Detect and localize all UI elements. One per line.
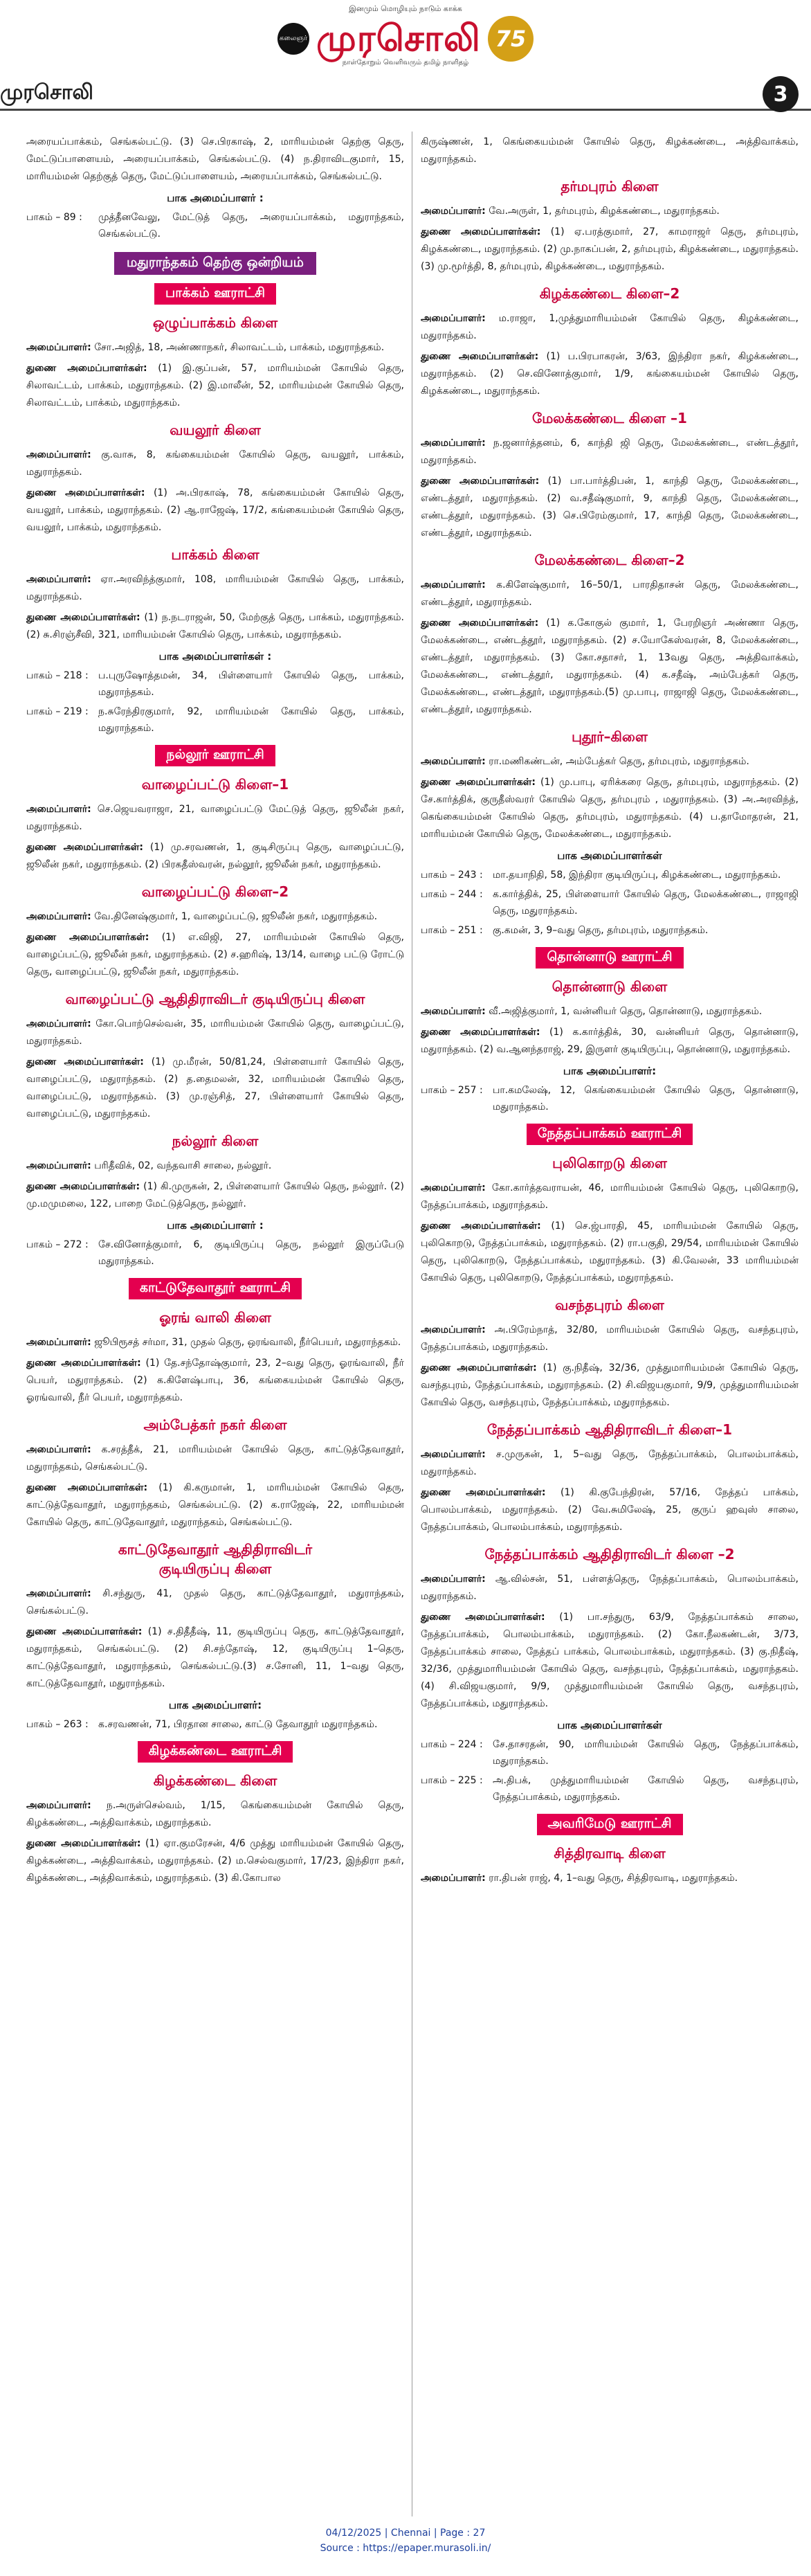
booth-row <box>421 867 799 883</box>
role-label: அமைப்பாளர்: <box>26 1160 91 1171</box>
organiser-entry <box>421 1870 799 1887</box>
booth-organisers-heading: பாக அமைப்பாளர்கள் : <box>158 650 272 663</box>
deputy-details: (1) ந.நடராஜன், 50, மேற்குத் தெரு, பாக்கம், மதுராந்தகம். (2) சு.சிரஞ்சீவி, 321, மாரியம்மன் கோயில் தெரு, பாக்கம், மதுராந்தகம். <box>26 612 404 640</box>
union-title: மதுராந்தகம் தெற்கு ஒன்றியம் <box>114 252 316 275</box>
organiser-entry <box>421 1322 799 1356</box>
panchayat-banner <box>421 1814 799 1835</box>
role-label: அமைப்பாளர்: <box>26 804 91 815</box>
organiser-entry <box>26 1334 404 1351</box>
role-label: துணை அமைப்பாளர்கள்: <box>26 1626 143 1637</box>
branch-heading: ஒழுப்பாக்கம் கிளை <box>152 314 278 331</box>
branch-heading: அம்பேத்கர் நகர் கிளை <box>143 1416 287 1433</box>
panchayat-title: அவரிமேடு ஊராட்சி <box>537 1814 683 1835</box>
deputy-entry <box>26 839 404 874</box>
role-label: துணை அமைப்பாளர்கள்: <box>26 612 140 623</box>
deputy-details: (1) பா.பார்த்திபன், 1, காந்தி தெரு, மேலக்கண்டை, எண்டத்தூர், மதுராந்தகம். (2) வ.சதீஷ்குமார், 9, காந்தி தெரு, மேலக்கண்டை, எண்டத்தூர், மதுராந்தகம். (3) செ.பிரேம்குமார், 17, காந்தி தெரு, மேலக்கண்டை, எண்டத்தூர், மதுராந்தகம். <box>421 476 799 539</box>
organiser-details: ரா.மணிகண்டன், அம்பேத்கர் தெரு, தர்மபுரம், மதுராந்தகம். <box>485 756 749 767</box>
deputy-entry <box>26 360 404 412</box>
branch-heading: மேலக்கண்டை கிளை –1 <box>532 410 687 426</box>
booth-row <box>421 1736 799 1769</box>
booth-organisers-heading: பாக அமைப்பாளர் : <box>167 1219 264 1232</box>
branch-heading: வசந்தபுரம் கிளை <box>555 1297 664 1313</box>
booth-label: பாகம் – 251 : <box>421 925 483 936</box>
role-label: அமைப்பாளர்: <box>26 574 91 585</box>
organiser-details: ஜூபிரூசத் சர்மா, 31, முதல் தெரு, ஒரங்வாலி, நீர்பெயர், மதுராந்தகம். <box>91 1337 401 1348</box>
deputy-entry <box>421 1024 799 1059</box>
deputy-details: (1) ச.திதீதீஷ், 11, குடியிருப்பு தெரு, காட்டுத்தேவாதூர், மதுராந்தகம், செங்கல்பட்டு. (2) சி.சந்தோஷ், 12, குடியிருப்பு 1–தெரு, காட்டுத்தேவாதூர், மதுராந்தகம், செங்கல்பட்டு.(3) ச.சோனி, 11, 1–வது தெரு, காட்டுத்தேவாதூர், மதுராந்தகம். <box>26 1626 404 1689</box>
role-label: துணை அமைப்பாளர்கள்: <box>421 1612 545 1623</box>
deputy-entry <box>421 1484 799 1536</box>
organiser-entry <box>421 1003 799 1020</box>
deputy-details: (1) கி.குபேந்திரன், 57/16, நேத்தப் பாக்கம், பொலம்பாக்கம், மதுராந்தகம். (2) வே.சுமிலேஷ், 25, குருப் ஹவுஸ் சாலை, நேத்தப்பாக்கம், பொலம்பாக்கம், மதுராந்தகம். <box>421 1487 799 1533</box>
organiser-entry <box>26 447 404 481</box>
branch-heading: வயலூர் கிளை <box>170 422 261 438</box>
organiser-details: ந.ஜனார்த்தனம், 6, காந்தி ஜி தெரு, மேலக்கண்டை, எண்டத்தூர், மதுராந்தகம். <box>421 438 799 466</box>
branch-heading: சித்திரவாடி கிளை <box>554 1845 666 1862</box>
role-label: அமைப்பாளர்: <box>26 911 91 922</box>
deputy-entry <box>421 473 799 542</box>
deputy-entry <box>421 774 799 843</box>
deputy-entry <box>421 348 799 400</box>
role-label: துணை அமைப்பாளர்கள்: <box>421 351 539 362</box>
booth-organisers-heading: பாக அமைப்பாளர்: <box>168 1699 262 1711</box>
branch-heading: வாழைப்பட்டு கிளை–2 <box>141 883 289 900</box>
union-banner <box>26 252 404 275</box>
branch-heading: பாக்கம் கிளை <box>171 546 259 563</box>
organiser-details: ஆ.வில்சன், 51, பள்ளத்தெரு, நேத்தப்பாக்கம், பொலம்பாக்கம், மதுராந்தகம். <box>421 1574 799 1602</box>
deputy-details: (1) க.கோகுல் குமார், 1, பேரறிஞர் அண்ணா தெரு, மேலக்கண்டை, எண்டத்தூர், மதுராந்தகம். (2) ச.யோகேஸ்வரன், 8, மேலக்கண்டை, எண்டத்தூர், மதுராந்தகம். (3) கோ.சதாசர், 1, 13வது தெரு, அத்திவாக்கம், மேலக்கண்டை, எண்டத்தூர், மதுராந்தகம். (4) க.சதீஷ், அம்பேத்கர் தெரு, மேலக்கண்டை, எண்டத்தூர், மதுராந்தகம்.(5) மு.பாபு, ராஜாஜி தெரு, மேலக்கண்டை, எண்டத்தூர், மதுராந்தகம். <box>421 618 799 715</box>
role-label: துணை அமைப்பாளர்கள்: <box>26 1482 148 1493</box>
role-label: துணை அமைப்பாளர்கள்: <box>421 1362 537 1373</box>
booth-organiser: மா.தயாநிதி, 58, இந்திரா குடியிருப்பு, கிழக்கண்டை, மதுராந்தகம். <box>493 870 781 881</box>
role-label: அமைப்பாளர்: <box>421 1449 486 1460</box>
deputy-details: (1) செ.ஜ்பாரதி, 45, மாரியம்மன் கோயில் தெரு, புலிகொறடு, நேத்தப்பாக்கம், மதுராந்தகம். (2) ரா.பகுதி, 29/54, மாரியம்மன் கோயில் தெரு, புலிகொறடு, நேத்தப்பாக்கம், மதுராந்தகம். (3) கி.வேலன், 33 மாரியம்மன் கோயில் தெரு, புலிகொறடு, நேத்தப்பாக்கம், மதுராந்தகம். <box>421 1221 799 1284</box>
section-title: முரசொலி <box>0 80 93 105</box>
role-label: துணை அமைப்பாளர்கள்: <box>421 476 540 487</box>
booth-label: பாகம் – 224 : <box>421 1739 483 1750</box>
role-label: துணை அமைப்பாளர்கள்: <box>421 226 541 237</box>
booth-label: பாகம் – 244 : <box>421 889 483 900</box>
portrait-emblem-icon: கலைஞர் <box>277 23 309 55</box>
booth-organiser: பா.கமலேஷ், 12, கெங்கையம்மன் கோயில் தெரு, தொன்னாடு, மதுராந்தகம். <box>493 1085 799 1113</box>
booth-row <box>421 1082 799 1115</box>
masthead-tagline: இனமும் மொழியும் நாடும் காக்க <box>349 4 462 13</box>
role-label: துணை அமைப்பாளர்கள்: <box>421 618 539 629</box>
role-label: துணை அமைப்பாளர்கள்: <box>26 1056 144 1068</box>
organiser-entry <box>421 310 799 345</box>
deputy-details: (1) ஏா.குமரேசன், 4/6 முத்து மாரியம்மன் கோயில் தெரு, கிழக்கண்டை, அத்திவாக்கம், மதுராந்தகம். (2) ம.செல்வகுமார், 17/23, இந்திரா நகர், கிழக்கண்டை, அத்திவாக்கம், மதுராந்தகம். (3) கி.கோபால <box>26 1838 404 1884</box>
deputy-entry <box>26 929 404 981</box>
organiser-entry <box>421 1180 799 1214</box>
organiser-entry <box>26 339 404 357</box>
entry-text: கிருஷ்ணன், 1, கெங்கையம்மன் கோயில் தெரு, கிழக்கண்டை, அத்திவாக்கம், மதுராந்தகம். <box>421 136 799 165</box>
deputy-entry <box>26 1355 404 1407</box>
organiser-details: ஏா.அரவிந்த்குமார், 108, மாரியம்மன் கோயில் தெரு, பாக்கம், மதுராந்தகம். <box>26 574 404 602</box>
deputy-details: (1) இ.குப்பன், 57, மாரியம்மன் கோயில் தெரு, சிலாவட்டம், பாக்கம், மதுராந்தகம். (2) இ.மாலீன், 52, மாரியம்மன் கோயில் தெரு, சிலாவட்டம், பாக்கம், மதுராந்தகம். <box>26 363 404 408</box>
role-label: துணை அமைப்பாளர்கள்: <box>26 842 143 853</box>
branch-heading: வாழைப்பட்டு ஆதிதிராவிடர் குடியிருப்பு கிளை <box>65 991 365 1007</box>
deputy-details: (1) அ.பிரகாஷ், 78, கங்கையம்மன் கோயில் தெரு, வயலூர், பாக்கம், மதுராந்தகம். (2) ஆ.ராஜேஷ், 17/2, கங்கையம்மன் கோயில் தெரு, வயலூர், பாக்கம், மதுராந்தகம். <box>26 487 404 533</box>
organiser-entry <box>421 577 799 611</box>
deputy-details: (1) ப.பிரபாகரன், 3/63, இந்திரா நகர், கிழக்கண்டை, மதுராந்தகம். (2) செ.வினோத்குமார், 1/9, கங்கையம்மன் கோயில் தெரு, கிழக்கண்டை, மதுராந்தகம். <box>421 351 799 397</box>
role-label: அமைப்பாளர்: <box>421 756 486 767</box>
organiser-details: க.கிளேஷ்குமார், 16–50/1, பாரதிதாசன் தெரு, மேலக்கண்டை, எண்டத்தூர், மதுராந்தகம். <box>421 579 799 608</box>
organiser-entry <box>421 753 799 771</box>
deputy-entry <box>421 1360 799 1412</box>
deputy-entry <box>26 1054 404 1123</box>
booth-organiser: ந.சுரேந்திரகுமார், 92, மாரியம்மன் கோயில் தெரு, பாக்கம், மதுராந்தகம். <box>98 706 404 734</box>
masthead-logo-row <box>0 16 811 62</box>
deputy-details: (1) ஏ.பரத்குமார், 27, காமராஜர் தெரு, தர்மபுரம், கிழக்கண்டை, மதுராந்தகம். (2) மு.நாகப்பன், 2, தர்மபுரம், கிழக்கண்டை, மதுராந்தகம். (3) மு.மூர்த்தி, 8, தர்மபுரம், கிழக்கண்டை, மதுராந்தகம். <box>421 226 799 272</box>
panchayat-title: நேத்தப்பாக்கம் ஊராட்சி <box>527 1124 693 1145</box>
role-label: அமைப்பாளர்: <box>421 1574 486 1585</box>
booth-organiser: சே.தாசரதன், 90, மாரியம்மன் கோயில் தெரு, நேத்தப்பாக்கம், மதுராந்தகம். <box>493 1739 799 1767</box>
booth-label: பாகம் – 218 : <box>26 670 89 681</box>
panchayat-title: பாக்கம் ஊராட்சி <box>154 283 276 305</box>
panchayat-banner <box>26 1278 404 1299</box>
deputy-entry <box>421 1609 799 1713</box>
role-label: அமைப்பாளர்: <box>26 1337 91 1348</box>
role-label: துணை அமைப்பாளர்கள்: <box>26 1358 141 1369</box>
role-label: அமைப்பாளர்: <box>26 1588 91 1599</box>
organiser-entry <box>26 801 404 836</box>
organiser-entry <box>26 908 404 926</box>
booth-organisers-heading: பாக அமைப்பாளர்கள் <box>557 1719 662 1731</box>
anniversary-seal: 75 <box>488 16 534 62</box>
role-label: துணை அமைப்பாளர்கள்: <box>421 1221 541 1232</box>
role-label: துணை அமைப்பாளர்கள்: <box>421 777 536 788</box>
panchayat-banner <box>26 1741 404 1763</box>
branch-heading: தொன்னாடு கிளை <box>552 978 668 995</box>
booth-label: பாகம் – 272 : <box>26 1239 89 1250</box>
organiser-details: ரா.திபன் ராஜ், 4, 1–வது தெரு, சித்திரவாடி, மதுராந்தகம். <box>485 1873 738 1884</box>
organiser-details: வீ.அஜித்குமார், 1, வன்னியர் தெரு, தொன்னாடு, மதுராந்தகம். <box>485 1006 763 1017</box>
organiser-entry <box>26 1016 404 1050</box>
role-label: அமைப்பாளர்: <box>421 438 486 449</box>
organiser-details: கோ.கார்த்தவராயன், 46, மாரியம்மன் கோயில் தெரு, புலிகொறடு, நேத்தப்பாக்கம், மதுராந்தகம். <box>421 1182 799 1211</box>
deputy-entry <box>421 224 799 276</box>
booth-label: பாகம் – 243 : <box>421 870 483 881</box>
deputy-entry <box>26 485 404 537</box>
deputy-details: (1) பா.சந்துரு, 63/9, நேத்தப்பாக்கம் சாலை, நேத்தப்பாக்கம், பொலம்பாக்கம், மதுராந்தகம். (2) கோ.நீலகண்டன், 3/73, நேத்தப்பாக்கம் சாலை, நேத்தப் பாக்கம், பொலம்பாக்கம், மதுராந்தகம். (3) கு.நிதீஷ், 32/36, முத்துமாரியம்மன் கோயில் தெரு, வசந்தபுரம், நேத்தப்பாக்கம், மதுராந்தகம். (4) சி.விஜயகுமார், 9/9, முத்துமாரியம்மன் கோயில் தெரு, வசந்தபுரம், நேத்தப்பாக்கம், மதுராந்தகம். <box>421 1612 799 1709</box>
role-label: அமைப்பாளர்: <box>26 449 91 460</box>
booth-organiser: ப.புருஷோத்தமன், 34, பிள்ளையார் கோயில் தெரு, பாக்கம், மதுராந்தகம். <box>98 670 404 698</box>
deputy-details: (1) க.கார்த்திக், 30, வன்னியர் தெரு, தொன்னாடு, மதுராந்தகம். (2) வ.ஆனந்தராஜ், 29, இருளர் குடியிருப்பு, தொன்னாடு, மதுராந்தகம். <box>421 1027 799 1055</box>
booth-label: பாகம் – 225 : <box>421 1775 483 1786</box>
role-label: அமைப்பாளர்: <box>421 206 486 217</box>
organiser-entry <box>26 1441 404 1476</box>
organiser-details: செ.ஜெயவராஜா, 21, வாழைப்பட்டு மேட்டுத் தெரு, ஜூலீன் நகர், மதுராந்தகம். <box>26 804 404 832</box>
organiser-entry <box>26 1585 404 1620</box>
role-label: அமைப்பாளர்: <box>26 1800 91 1811</box>
role-label: அமைப்பாளர்: <box>421 313 486 324</box>
booth-organiser: முத்தீனவேலு, மேட்டுத் தெரு, அரையப்பாக்கம், மதுராந்தகம், செங்கல்பட்டு. <box>98 212 404 240</box>
organiser-entry <box>26 1158 404 1175</box>
organiser-entry <box>421 1446 799 1481</box>
organiser-entry <box>421 435 799 469</box>
booth-row <box>421 1772 799 1805</box>
booth-row <box>26 1236 404 1270</box>
role-label: துணை அமைப்பாளர்கள்: <box>26 1838 141 1849</box>
role-label: துணை அமைப்பாளர்கள்: <box>26 932 149 943</box>
branch-heading-line: குடியிருப்பு கிளை <box>158 1560 272 1577</box>
organiser-entry <box>421 203 799 220</box>
panchayat-banner <box>26 283 404 305</box>
organiser-entry <box>26 571 404 606</box>
organiser-details: பரிதீவிக், 02, வந்தவாசி சாலை, நல்லூர். <box>91 1160 272 1171</box>
deputy-entry <box>26 1623 404 1693</box>
page-number-badge: 3 <box>763 76 799 112</box>
role-label: அமைப்பாளர்: <box>26 1444 91 1455</box>
deputy-details: (1) மு.மீரன், 50/81,24, பிள்ளையார் கோயில் தெரு, வாழைப்பட்டு, மதுராந்தகம். (2) த.தைமலன், 32, மாரியம்மன் கோயில் தெரு, வாழைப்பட்டு, மதுராந்தகம். (3) மு.ரஞ்சித், 27, பிள்ளையார் கோயில் தெரு, வாழைப்பட்டு, மதுராந்தகம். <box>26 1056 404 1119</box>
role-label: அமைப்பாளர்: <box>26 1018 91 1029</box>
branch-heading: நல்லூர் கிளை <box>172 1133 259 1149</box>
booth-organiser: கு.கமன், 3, 9–வது தெரு, தர்மபுரம், மதுராந்தகம். <box>493 925 709 936</box>
deputy-details: (1) கி.முருகன், 2, பிள்ளையார் கோயில் தெரு, நல்லூர். (2) மு.மமுமலை, 122, பாறை மேட்டுத்தெரு, நல்லூர். <box>26 1181 404 1209</box>
organiser-details: சோ.அஜித், 18, அண்ணாநகர், சிலாவட்டம், பாக்கம், மதுராந்தகம். <box>91 342 385 353</box>
booth-organiser: க.கார்த்திக், 25, பிள்ளையார் கோயில் தெரு, மேலக்கண்டை, ராஜாஜி தெரு, மதுராந்தகம். <box>493 889 799 917</box>
panchayat-title: கிழக்கண்டை ஊராட்சி <box>138 1741 293 1763</box>
role-label: துணை அமைப்பாளர்கள்: <box>421 1027 540 1038</box>
booth-organiser: சே.வினோத்குமார், 6, குடியிருப்பு தெரு, நல்லூர் இருப்பேடு மதுராந்தகம். <box>98 1239 404 1267</box>
entry-text: அரையப்பாக்கம், செங்கல்பட்டு. (3) செ.பிரகாஷ், 2, மாரியம்மன் தெற்கு தெரு, மேட்டுப்பாளையம், அரையப்பாக்கம், செங்கல்பட்டு. (4) ந.திராவிடகுமார், 15, மாரியம்மன் தெற்குத் தெரு, மேட்டுப்பாளையம், அரையப்பாக்கம், செங்கல்பட்டு. <box>26 136 404 182</box>
booth-organiser: அ.திபக், முத்துமாரியம்மன் கோயில் தெரு, வசந்தபுரம், நேத்தப்பாக்கம், மதுராந்தகம். <box>493 1775 799 1803</box>
organiser-details: ம.ராஜா, 1,முத்துமாரியம்மன் கோயில் தெரு, கிழக்கண்டை, மதுராந்தகம். <box>421 313 799 341</box>
deputy-entry <box>26 1178 404 1213</box>
panchayat-title: காட்டுதேவாதூர் ஊராட்சி <box>129 1278 302 1299</box>
booth-label: பாகம் – 89 : <box>26 212 82 223</box>
deputy-entry <box>421 1218 799 1287</box>
masthead-title: முரசொலி <box>316 18 481 60</box>
branch-heading <box>26 1540 404 1578</box>
role-label: அமைப்பாளர்: <box>26 342 91 353</box>
booth-row <box>26 703 404 737</box>
right-column <box>421 132 799 2520</box>
role-label: துணை அமைப்பாளர்கள்: <box>26 487 145 498</box>
branch-heading: ஓரங் வாலி கிளை <box>159 1309 271 1326</box>
deputy-entry <box>26 609 404 644</box>
booth-row <box>421 922 799 939</box>
left-column <box>26 132 404 2520</box>
organiser-details: கு.வாசு, 8, கங்கையம்மன் கோயில் தெரு, வயலூர், பாக்கம், மதுராந்தகம். <box>26 449 404 478</box>
organiser-details: அ.பிரேம்நாத், 32/80, மாரியம்மன் கோயில் தெரு, வசந்தபுரம், நேத்தப்பாக்கம், மதுராந்தகம். <box>421 1324 799 1353</box>
panchayat-title: தொன்னாடு ஊராட்சி <box>536 947 683 969</box>
organiser-details: கோ.பொற்செல்வன், 35, மாரியம்மன் கோயில் தெரு, வாழைப்பட்டு, மதுராந்தகம். <box>26 1018 404 1047</box>
branch-heading: வாழைப்பட்டு கிளை–1 <box>141 776 289 793</box>
booth-row <box>26 1716 404 1733</box>
deputy-details: (1) கு.நிதீஷ், 32/36, முத்துமாரியம்மன் கோயில் தெரு, வசந்தபுரம், நேத்தப்பாக்கம், மதுராந்தகம். (2) சி.விஜயகுமார், 9/9, முத்துமாரியம்மன் கோயில் தெரு, வசந்தபுரம், நேத்தப்பாக்கம், மதுராந்தகம். <box>421 1362 799 1408</box>
panchayat-banner <box>26 745 404 766</box>
branch-heading: நேத்தப்பாக்கம் ஆதிதிராவிடர் கிளை –2 <box>484 1546 735 1562</box>
booth-organisers-heading: பாக அமைப்பாளர் : <box>167 192 264 204</box>
deputy-entry <box>26 1479 404 1531</box>
panchayat-banner <box>421 1124 799 1145</box>
deputy-entry <box>26 1835 404 1887</box>
branch-heading: தர்மபுரம் கிளை <box>561 178 659 195</box>
booth-organisers-heading: பாக அமைப்பாளர்: <box>563 1065 657 1077</box>
organiser-entry <box>421 1571 799 1605</box>
organiser-details: ந.அருள்செல்வம், 1/15, கெங்கையம்மன் கோயில் தெரு, கிழக்கண்டை, அத்திவாக்கம், மதுராந்தகம். <box>26 1800 404 1828</box>
role-label: அமைப்பாளர்: <box>421 579 486 591</box>
booth-row <box>26 209 404 242</box>
deputy-details: (1) மு.பாபு, ஏரிக்கரை தெரு, தர்மபுரம், மதுராந்தகம். (2) சே.கார்த்திக், குருதீஸ்வரர் கோயில் தெரு, தர்மபுரம் , மதுராந்தகம். (3) அ.அரவிந்த், கெங்கையம்மன் கோயில் தெரு, தர்மபுரம், மதுராந்தகம். (4) ப.தாமோதரன், 21, மாரியம்மன் கோயில் தெரு, மேலக்கண்டை, மதுராந்தகம். <box>421 777 799 840</box>
role-label: துணை அமைப்பாளர்கள்: <box>421 1487 546 1498</box>
role-label: அமைப்பாளர்: <box>421 1006 486 1017</box>
booth-organiser: க.சரவணன், 71, பிரதான சாலை, காட்டு தேவாதூர் மதுராந்தகம். <box>98 1719 378 1730</box>
role-label: அமைப்பாளர்: <box>421 1873 486 1884</box>
role-label: துணை அமைப்பாளர்கள்: <box>26 363 147 374</box>
role-label: அமைப்பாளர்: <box>421 1182 486 1194</box>
role-label: துணை அமைப்பாளர்கள்: <box>26 1181 140 1192</box>
branch-heading: புதூர்–கிளை <box>572 728 648 745</box>
organiser-details: வே.தினேஷ்குமார், 1, வாழைப்பட்டு, ஜூலீன் நகர், மதுராந்தகம். <box>91 911 378 922</box>
organiser-details: வே.அருள், 1, தர்மபுரம், கிழக்கண்டை, மதுராந்தகம். <box>485 206 720 217</box>
deputy-details: (1) தே.சந்தோஷ்குமார், 23, 2–வது தெரு, ஓரங்வாலி, நீர் பெயர், மதுராந்தகம். (2) க.கிளேஷ்பாபு, 36, கங்கையம்மன் கோயில் தெரு, ஓரங்வாலி, நீர் பெயர், மதுராந்தகம். <box>26 1358 404 1403</box>
branch-heading: மேலக்கண்டை கிளை–2 <box>534 552 685 568</box>
booth-organisers-heading: பாக அமைப்பாளர்கள் <box>557 849 662 862</box>
role-label: அமைப்பாளர்: <box>421 1324 486 1335</box>
branch-heading: நேத்தப்பாக்கம் ஆதிதிராவிடர் கிளை–1 <box>486 1421 733 1438</box>
organiser-details: க.சரத்தீக், 21, மாரியம்மன் கோயில் தெரு, காட்டுத்தேவாதூர், மதுராந்தகம், செங்கல்பட்டு. <box>26 1444 404 1472</box>
panchayat-banner <box>421 947 799 969</box>
deputy-details: (1) கி.கருமான், 1, மாரியம்மன் கோயில் தெரு, காட்டுத்தேவாதூர், மதுராந்தகம், செங்கல்பட்டு. (2) க.ராஜேஷ், 22, மாரியம்மன் கோயில் தெரு, காட்டுதேவாதூர், மதுராந்தகம், செங்கல்பட்டு. <box>26 1482 404 1528</box>
booth-label: பாகம் – 219 : <box>26 706 89 717</box>
branch-heading: புலிகொறடு கிளை <box>552 1155 667 1171</box>
booth-label: பாகம் – 257 : <box>421 1085 483 1096</box>
page-footer <box>0 2525 811 2556</box>
organiser-details: ச.முருகன், 1, 5–வது தெரு, நேத்தப்பாக்கம், பொலம்பாக்கம், மதுராந்தகம். <box>421 1449 799 1477</box>
deputy-entry <box>421 615 799 719</box>
deputy-details: (1) மு.சரவணன், 1, குடிசிருப்பு தெரு, வாழைப்பட்டு, ஜூலீன் நகர், மதுராந்தகம். (2) பிரகதீஸ்வரன், நல்லூர், ஜூலீன் நகர், மதுராந்தகம். <box>26 842 404 870</box>
booth-label: பாகம் – 263 : <box>26 1719 89 1730</box>
deputy-details: (1) எ.விஜி, 27, மாரியம்மன் கோயில் தெரு, வாழைப்பட்டு, ஜூலீன் நகர், மதுராந்தகம். (2) ச.ஹரிஷ், 13/14, வாழை பட்டு ரோட்டு தெரு, வாழைப்பட்டு, ஜூலீன் நகர், மதுராந்தகம். <box>26 932 404 978</box>
booth-row <box>421 886 799 919</box>
panchayat-title: நல்லூர் ஊராட்சி <box>155 745 275 766</box>
footer-source-link[interactable]: Source : https://epaper.murasoli.in/ <box>320 2543 491 2554</box>
branch-heading-line: காட்டுதேவாதூர் ஆதிதிராவிடர் <box>118 1541 313 1558</box>
branch-heading: கிழக்கண்டை கிளை–2 <box>539 285 680 302</box>
footer-date-line: 04/12/2025 | Chennai | Page : 27 <box>325 2528 486 2539</box>
organiser-details: சி.சந்துரு, 41, முதல் தெரு, காட்டுத்தேவாதூர், மதுராந்தகம், செங்கல்பட்டு. <box>26 1588 404 1616</box>
section-header-bar <box>0 76 811 111</box>
branch-heading: கிழக்கண்டை கிளை <box>153 1772 277 1789</box>
organiser-entry <box>26 1797 404 1832</box>
masthead <box>0 0 811 75</box>
masthead-subtitle: நாள்தோறும் வெளிவரும் தமிழ் நாளிதழ் <box>342 59 469 66</box>
booth-row <box>26 667 404 701</box>
